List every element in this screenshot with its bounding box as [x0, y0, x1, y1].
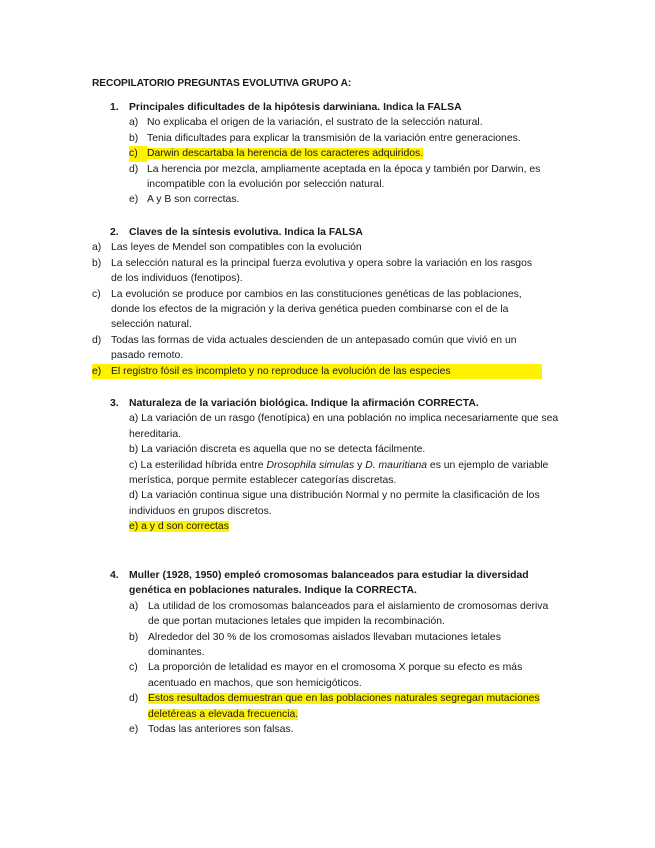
question-number: 1. [110, 102, 119, 113]
option-d: d) La variación continua sigue una distribución Normal y no permite la clasificación de los individuos en grupos discretos. [129, 490, 540, 517]
question-text: Naturaleza de la variación biológica. Indique la afirmación CORRECTA. [129, 398, 479, 409]
option-b: b) La variación discreta es aquella que no se detecta fácilmente. [129, 444, 426, 456]
option-b: b) Alrededor del 30 % de los cromosomas aislados llevaban mutaciones letales dominantes. [129, 631, 501, 659]
question-number: 4. [110, 570, 119, 581]
highlighted-answer: El registro fósil es incompleto y no reproduce la evolución de las especies [111, 365, 451, 377]
option-a: a) La utilidad de los cromosomas balanceados para el aislamiento de cromosomas deriva de que portan mutaciones letales que impiden la recombinación. [129, 600, 549, 628]
question-text: Principales dificultades de la hipótesis darwiniana. Indica la FALSA [129, 102, 462, 113]
question-4 [110, 568, 560, 737]
question-text: Claves de la síntesis evolutiva. Indica la FALSA [129, 227, 363, 238]
question-heading [110, 100, 560, 115]
question-number: 3. [110, 398, 119, 409]
question-3 [110, 396, 560, 535]
highlighted-answer: Darwin descartaba la herencia de los caracteres adquiridos. [147, 148, 424, 160]
option-e: e) Todas las anteriores son falsas. [129, 724, 294, 736]
highlighted-answer: e) a y d son correctas [129, 521, 229, 533]
option-b: b) Tenia dificultades para explicar la transmisión de la variación entre generaciones. [129, 132, 521, 144]
question-2 [92, 225, 560, 379]
option-c: c) La esterilidad híbrida entre Drosophila simulas y D. mauritiana es un ejemplo de variable merística, porque permite establecer categorías discretas. [129, 459, 549, 487]
option-a: a) Las leyes de Mendel son compatibles con la evolución [92, 242, 362, 254]
question-heading [110, 396, 560, 411]
option-a: a) La variación de un rasgo (fenotípica) en una población no implica necesariamente que sea hereditaria. [129, 413, 559, 440]
option-e: e) El registro fósil es incompleto y no reproduce la evolución de las especies [92, 364, 542, 379]
option-d: d) La herencia por mezcla, ampliamente aceptada en la época y también por Darwin, es incompatible con la evolución por selección natural. [129, 163, 541, 191]
document-title: RECOPILATORIO PREGUNTAS EVOLUTIVA GRUPO A: [92, 78, 352, 89]
option-e: e) A y B son correctas. [129, 194, 240, 206]
option-c: c) La evolución se produce por cambios en las constituciones genéticas de las poblaciones, donde los efectos de la migración y la deriva genética pueden combinarse con el de la selección natural. [92, 288, 522, 331]
option-e [129, 519, 560, 534]
option-a: a) No explicaba el origen de la variación, el sustrato de la selección natural. [129, 117, 483, 129]
option-d: d) Estos resultados demuestran que en las poblaciones naturales segregan mutaciones deletéreas a elevada frecuencia. [129, 693, 540, 720]
question-heading [110, 225, 560, 240]
question-number: 2. [110, 227, 119, 238]
option-c: c) Darwin descartaba la herencia de los caracteres adquiridos. [129, 146, 560, 161]
option-d: d) Todas las formas de vida actuales descienden de un antepasado común que vivió en un pasado remoto. [92, 334, 517, 362]
question-text: Muller (1928, 1950) empleó cromosomas balanceados para estudiar la diversidad genética en poblaciones naturales. Indique la CORRECTA. [129, 570, 529, 597]
option-c: c) La proporción de letalidad es mayor en el cromosoma X porque su efecto es más acentuado en machos, que son hemicigóticos. [129, 662, 523, 689]
highlighted-answer: Estos resultados demuestran que en las poblaciones naturales segregan mutaciones deletéreas a elevada frecuencia. [148, 693, 540, 720]
question-heading [110, 568, 560, 599]
question-1 [110, 100, 560, 208]
option-b: b) La selección natural es la principal fuerza evolutiva y opera sobre la variación en los rasgos de los individuos (fenotipos). [92, 257, 533, 285]
